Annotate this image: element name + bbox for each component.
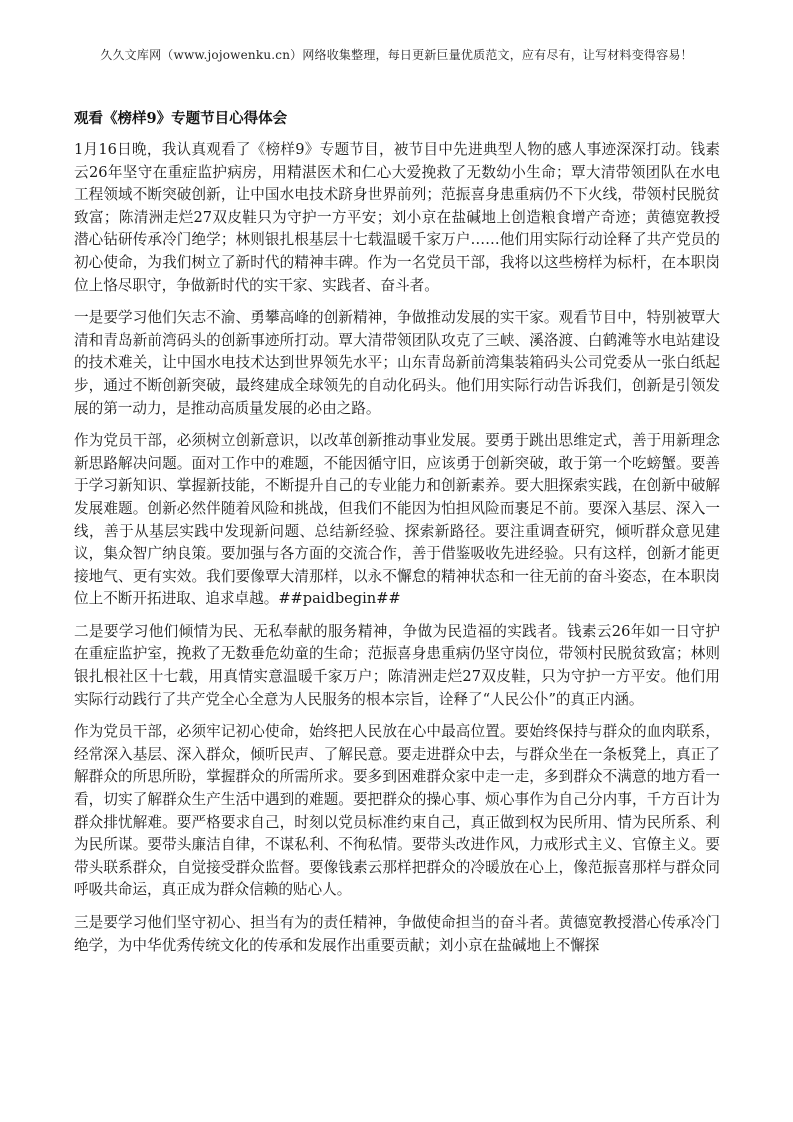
paragraph-point-two-detail: 作为党员干部，必须牢记初心使命，始终把人民放在心中最高位置。要始终保持与群众的血肉联系，经常深入基层、深入群众，倾听民声、了解民意。要走进群众中去，与群众坐在一条板凳上，真正了解群众的所思所盼，掌握群众的所需所求。要多到困难群众家中走一走，多到群众不满意的地方看一看，切实了解群众生产生活中遇到的难题。要把群众的操心事、烦心事作为自己分内事，千方百计为群众排忧解难。要严格要求自己，时刻以党员标准约束自己，真正做到权为民所用、情为民所系、利为民所谋。要带头廉洁自律，不谋私利、不徇私情。要带头改进作风，力戒形式主义、官僚主义。要带头联系群众，自觉接受群众监督。要像钱素云那样把群众的冷暖放在心上，像范振喜那样与群众同呼吸共命运，真正成为群众信赖的贴心人。 bbox=[74, 723, 720, 899]
header-note: 久久文库网（www.jojowenku.cn）网络收集整理，每日更新巨量优质范文，应有尽有，让写材料变得容易！ bbox=[100, 48, 693, 62]
paragraph-point-one: 一是要学习他们矢志不渝、勇攀高峰的创新精神，争做推动发展的实干家。观看节目中，特别被覃大清和青岛新前湾码头的创新事迹所打动。覃大清带领团队攻克了三峡、溪洛渡、白鹤滩等水电站建设的技术难关，让中国水电技术达到世界领先水平；山东青岛新前湾集装箱码头公司党委从一张白纸起步，通过不断创新突破，最终建成全球领先的自动化码头。他们用实际行动告诉我们，创新是引领发展的第一动力，是推动高质量发展的必由之路。 bbox=[74, 309, 720, 417]
paragraph-point-two: 二是要学习他们倾情为民、无私奉献的服务精神，争做为民造福的实践者。钱素云26年如一日守护在重症监护室，挽救了无数垂危幼童的生命；范振喜身患重病仍坚守岗位，带领村民脱贫致富；林则银扎根社区十七载，用真情实意温暖千家万户；陈清洲走烂27双皮鞋，只为守护一方平安。他们用实际行动践行了共产党全心全意为人民服务的根本宗旨，诠释了“人民公仆”的真正内涵。 bbox=[74, 622, 720, 708]
document-title: 观看《榜样9》专题节目心得体会 bbox=[74, 110, 288, 127]
paragraph-point-one-detail: 作为党员干部，必须树立创新意识，以改革创新推动事业发展。要勇于跳出思维定式，善于用新理念新思路解决问题。面对工作中的难题，不能因循守旧，应该勇于创新突破，敢于第一个吃螃蟹。要善于学习新知识、掌握新技能，不断提升自己的专业能力和创新素养。要大胆探索实践，在创新中破解发展难题。创新必然伴随着风险和挑战，但我们不能因为怕担风险而裹足不前。要深入基层、深入一线，善于从基层实践中发现新问题、总结新经验、探索新路径。要注重调查研究，倾听群众意见建议，集众智广纳良策。要加强与各方面的交流合作，善于借鉴吸收先进经验。只有这样，创新才能更接地气、更有实效。我们要像覃大清那样，以永不懈怠的精神状态和一往无前的奋斗姿态，在本职岗位上不断开拓进取、追求卓越。##paidbegin## bbox=[74, 432, 720, 608]
paragraph-intro: 1月16日晚，我认真观看了《榜样9》专题节目，被节目中先进典型人物的感人事迹深深打动。钱素云26年坚守在重症监护病房，用精湛医术和仁心大爱挽救了无数幼小生命；覃大清带领团队在水电工程领域不断突破创新，让中国水电技术跻身世界前列；范振喜身患重病仍不下火线，带领村民脱贫致富；陈清洲走烂27双皮鞋只为守护一方平安；刘小京在盐碱地上创造粮食增产奇迹；黄德宽教授潜心钻研传承冷门绝学；林则银扎根基层十七载温暖千家万户……他们用实际行动诠释了共产党员的初心使命，为我们树立了新时代的精神丰碑。作为一名党员干部，我将以这些榜样为标杆，在本职岗位上恪尽职守，争做新时代的实干家、实践者、奋斗者。 bbox=[74, 141, 720, 294]
paragraph-point-three: 三是要学习他们坚守初心、担当有为的责任精神，争做使命担当的奋斗者。黄德宽教授潜心传承冷门绝学，为中华优秀传统文化的传承和发展作出重要贡献；刘小京在盐碱地上不懈探 bbox=[74, 914, 720, 954]
document-body bbox=[74, 139, 720, 967]
